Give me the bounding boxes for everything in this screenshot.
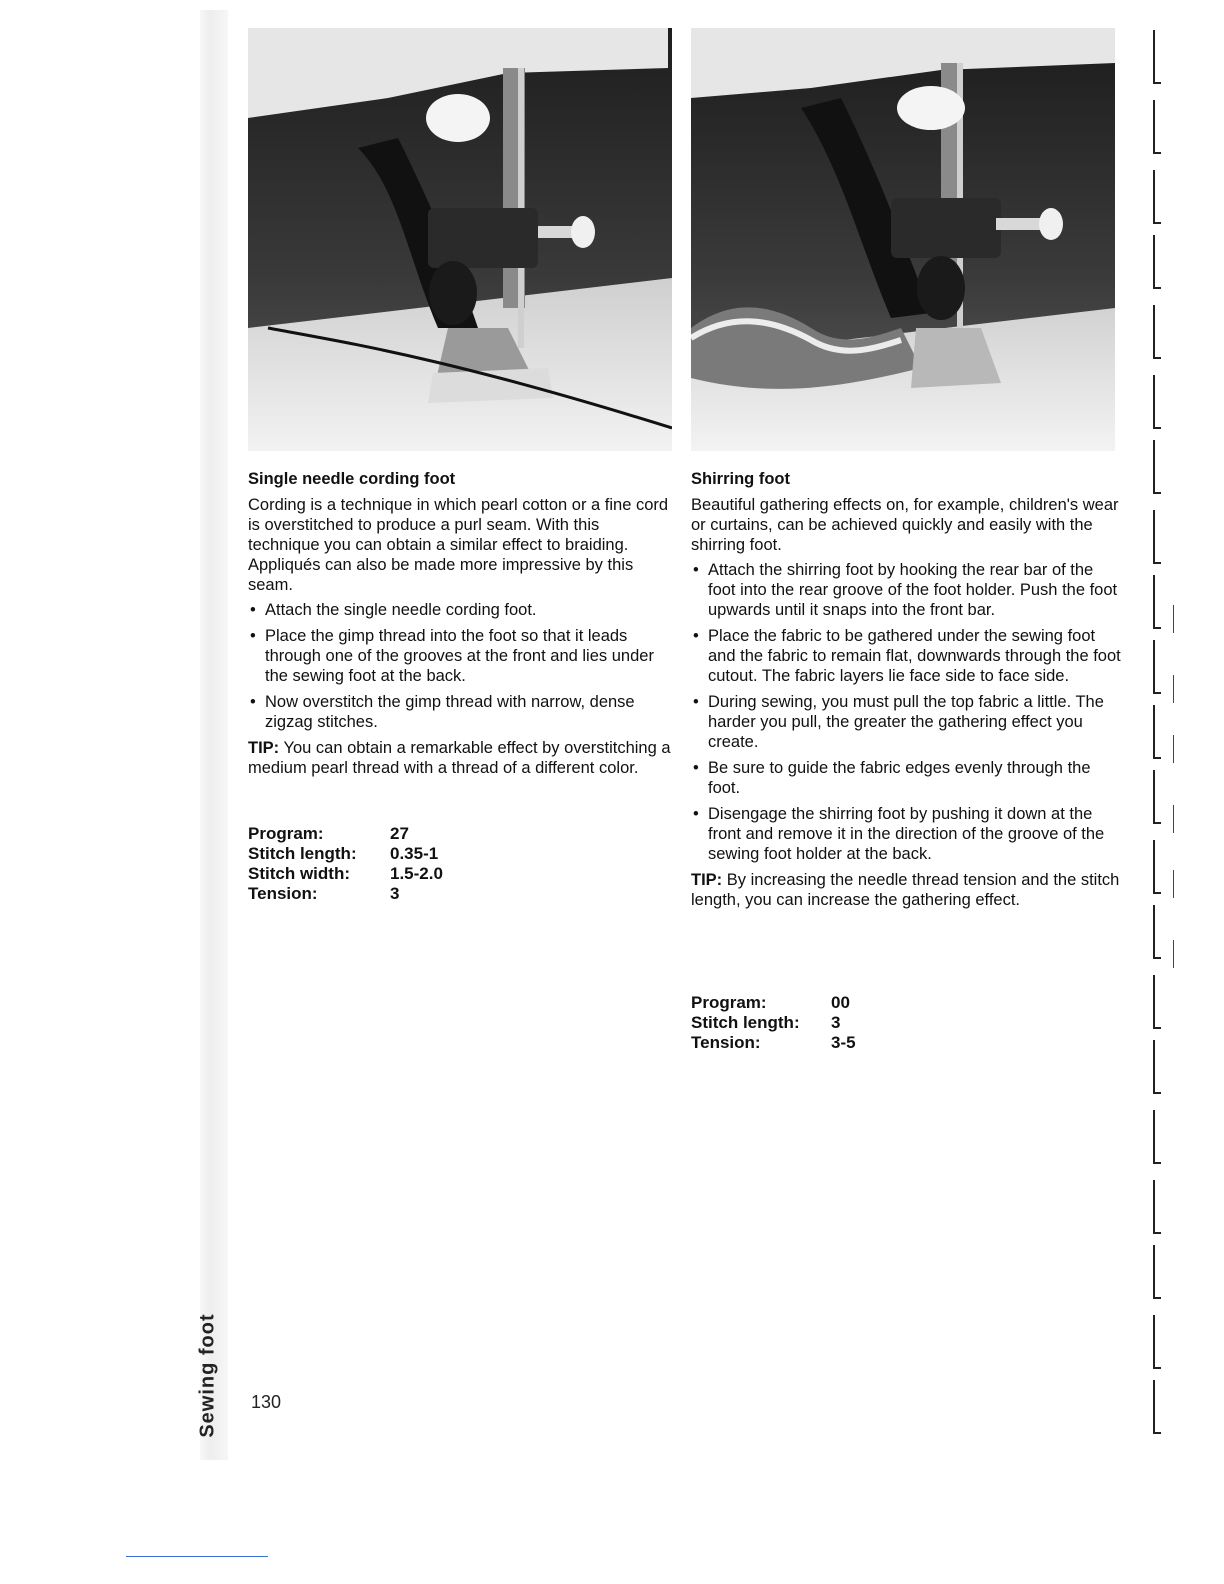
- setting-label: Tension:: [691, 1033, 761, 1052]
- list-item: • During sewing, you must pull the top fabric a little. The harder you pull, the greater the gathering effect you create.: [691, 692, 1121, 752]
- binding-tick: [1173, 940, 1174, 968]
- margin-binding-marks: [1145, 30, 1185, 1420]
- settings-row-stitch-length: [248, 844, 443, 864]
- cording-foot-illustration: [248, 28, 672, 451]
- intro-shirring-foot: Beautiful gathering effects on, for example, children's wear or curtains, can be achieved quickly and easily with the shirring foot.: [691, 496, 1119, 554]
- setting-value: 27: [390, 824, 409, 843]
- tip-text: By increasing the needle thread tension and the stitch length, you can increase the gathering effect.: [691, 871, 1120, 909]
- binding-mark: [1153, 705, 1161, 759]
- binding-mark: [1153, 1180, 1161, 1234]
- setting-label: Program:: [691, 993, 767, 1012]
- binding-mark: [1153, 975, 1161, 1029]
- binding-tick: [1173, 735, 1174, 763]
- binding-mark: [1153, 100, 1161, 154]
- steps-cording-foot: [248, 600, 673, 732]
- binding-mark: [1153, 510, 1161, 564]
- setting-label: Stitch width:: [248, 864, 350, 883]
- binding-mark: [1153, 1315, 1161, 1369]
- tip-label: TIP:: [691, 871, 723, 889]
- binding-tick: [1173, 870, 1174, 898]
- setting-value: 3: [390, 884, 400, 903]
- list-item: • Attach the shirring foot by hooking the rear bar of the foot into the rear groove of the foot holder. Push the foot upwards until it snaps into the front bar.: [691, 560, 1121, 620]
- photo-shirring-foot: [691, 28, 1115, 451]
- binding-mark: [1153, 640, 1161, 694]
- binding-mark: [1153, 30, 1161, 84]
- settings-row-stitch-length: [691, 1013, 856, 1033]
- settings-row-stitch-width: [248, 864, 443, 884]
- page-number: 130: [251, 1392, 282, 1412]
- intro-cording-foot: Cording is a technique in which pearl cotton or a fine cord is overstitched to produce a purl seam. With this technique you can obtain a similar effect to braiding. Appliqués can also be made more impressive by this seam.: [248, 496, 669, 594]
- settings-row-program: [248, 824, 443, 844]
- settings-cording-foot: [248, 824, 443, 904]
- binding-tick: [1173, 675, 1174, 703]
- tip-text: You can obtain a remarkable effect by overstitching a medium pearl thread with a thread of a different color.: [248, 739, 671, 777]
- setting-value: 3: [831, 1013, 841, 1032]
- section-shirring-foot: [691, 469, 1121, 915]
- settings-row-tension: [691, 1033, 856, 1053]
- shirring-foot-illustration: [691, 28, 1115, 451]
- binding-mark: [1153, 375, 1161, 429]
- section-cording-foot: [248, 469, 673, 783]
- side-tab-label: Sewing foot: [196, 1312, 219, 1438]
- list-item: • Place the fabric to be gathered under the sewing foot and the fabric to remain flat, downwards through the foot cutout. The fabric layers lie face side to face side.: [691, 626, 1121, 686]
- list-item: • Now overstitch the gimp thread with narrow, dense zigzag stitches.: [248, 692, 673, 732]
- bottom-rule: [126, 1556, 268, 1557]
- setting-value: 00: [831, 993, 850, 1012]
- setting-value: 3-5: [831, 1033, 856, 1052]
- list-item: • Place the gimp thread into the foot so that it leads through one of the grooves at the front and lies under the sewing foot at the back.: [248, 626, 673, 686]
- binding-mark: [1153, 840, 1161, 894]
- settings-row-program: [691, 993, 856, 1013]
- binding-tick: [1173, 805, 1174, 833]
- side-tab: [198, 1300, 218, 1450]
- setting-value: 0.35-1: [390, 844, 439, 863]
- binding-mark: [1153, 575, 1161, 629]
- photo-cording-foot: [248, 28, 672, 451]
- setting-label: Program:: [248, 824, 324, 843]
- setting-label: Stitch length:: [248, 844, 357, 863]
- setting-label: Tension:: [248, 884, 318, 903]
- setting-label: Stitch length:: [691, 1013, 800, 1032]
- binding-mark: [1153, 1110, 1161, 1164]
- heading-shirring-foot: Shirring foot: [691, 470, 790, 488]
- binding-mark: [1153, 905, 1161, 959]
- binding-mark: [1153, 770, 1161, 824]
- binding-mark: [1153, 1245, 1161, 1299]
- binding-tick: [1173, 605, 1174, 633]
- scan-binding-edge: [200, 10, 228, 1460]
- heading-cording-foot: Single needle cording foot: [248, 470, 456, 488]
- binding-mark: [1153, 170, 1161, 224]
- tip-cording-foot: [248, 738, 673, 778]
- settings-shirring-foot: [691, 993, 856, 1053]
- list-item: • Disengage the shirring foot by pushing it down at the front and remove it in the direction of the groove of the sewing foot holder at the back.: [691, 804, 1121, 864]
- list-item: • Be sure to guide the fabric edges evenly through the foot.: [691, 758, 1121, 798]
- list-item: • Attach the single needle cording foot.: [248, 600, 673, 620]
- binding-mark: [1153, 1040, 1161, 1094]
- binding-mark: [1153, 235, 1161, 289]
- tip-shirring-foot: [691, 870, 1121, 910]
- tip-label: TIP:: [248, 739, 280, 757]
- binding-mark: [1153, 440, 1161, 494]
- steps-shirring-foot: [691, 560, 1121, 864]
- settings-row-tension: [248, 884, 443, 904]
- binding-mark: [1153, 1380, 1161, 1434]
- binding-mark: [1153, 305, 1161, 359]
- setting-value: 1.5-2.0: [390, 864, 443, 883]
